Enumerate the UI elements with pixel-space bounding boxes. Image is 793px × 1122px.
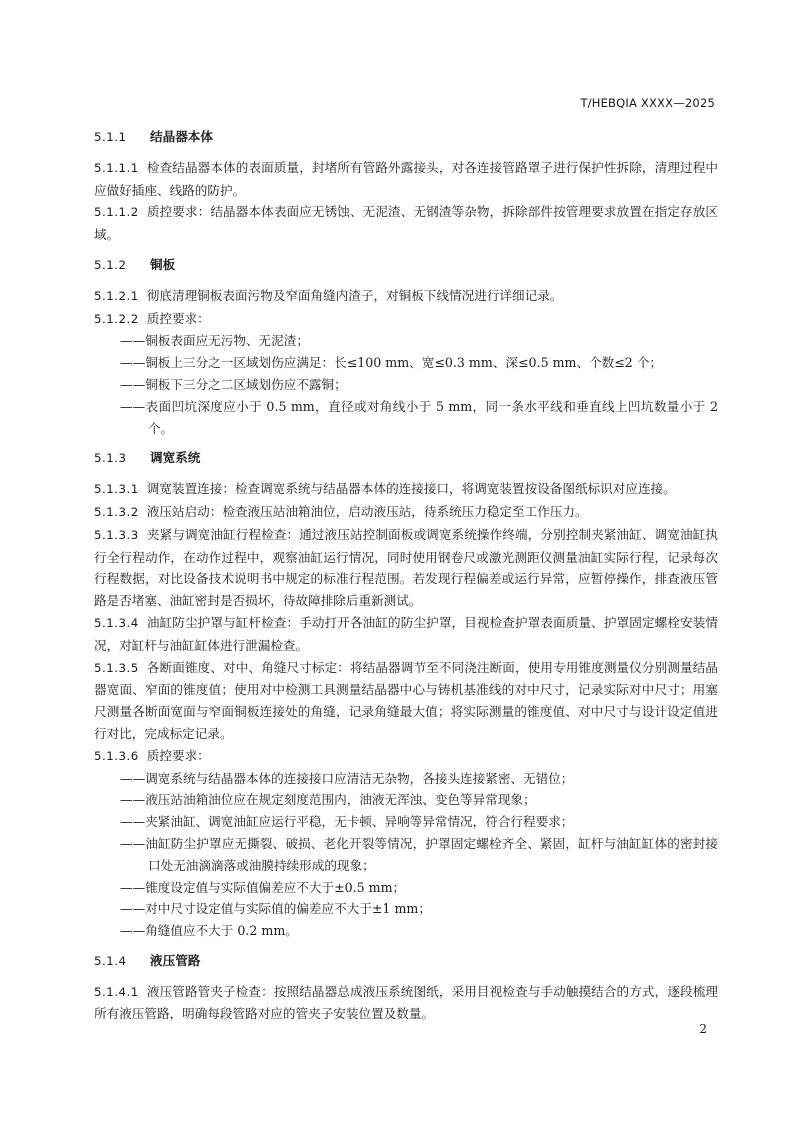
clause-number: 5.1.1.1: [94, 160, 139, 175]
clause-text: 调宽装置连接：检查调宽系统与结晶器本体的连接接口，将调宽装置按设备图纸标识对应连接。: [146, 481, 676, 497]
clause-text: 检查结晶器本体的表面质量，封堵所有管路外露接头，对各连接管路罩子进行保护性拆除，清理过程中应做好插座、线路的防护。: [94, 159, 718, 198]
section-heading-5-1-1: [94, 126, 718, 149]
requirement-item: ——夹紧油缸、调宽油缸应运行平稳，无卡顿、异响等异常情况，符合行程要求；: [120, 814, 574, 830]
clause-number: 5.1.3.6: [94, 748, 139, 763]
clause-text: 质控要求：: [146, 747, 210, 763]
clause-text: 液压管路管夹子检查：按照结晶器总成液压系统图纸，采用目视检查与手动触摸结合的方式，逐段梳理所有液压管路，明确每段管路对应的管夹子安装位置及数量。: [94, 983, 718, 1022]
page-number: 2: [699, 1022, 707, 1036]
clause-5-1-3-5: [94, 657, 718, 745]
clause-number: 5.1.2.2: [94, 311, 139, 326]
clause-5-1-3-3: [94, 524, 718, 612]
section-title: 调宽系统: [150, 450, 201, 466]
clause-text: 质控要求：: [146, 310, 210, 326]
requirement-item: ——液压站油箱油位应在规定刻度范围内，油液无浑浊、变色等异常现象；: [120, 792, 536, 808]
requirement-item: ——铜板下三分之二区域划伤应不露铜；: [120, 376, 347, 392]
clause-5-1-1-1: [94, 157, 718, 202]
clause-text: 各断面锥度、对中、角缝尺寸标定：将结晶器调节至不同浇注断面，使用专用锥度测量仪分别测量结晶器宽面、窄面的锥度值；使用对中检测工具测量结晶器中心与铸机基准线的对中尺寸，记录实际对中尺寸；用塞尺测量各断面宽面与窄面铜板连接处的角缝，记录角缝最大值；将实际测量的锥度值、对中尺寸与设计设定值进行对比，完成标定记录。: [94, 659, 718, 741]
clause-5-1-3-6: [94, 745, 718, 768]
clause-number: 5.1.1.2: [94, 205, 139, 220]
section-number: 5.1.4: [94, 953, 127, 968]
clause-5-1-1-2: [94, 201, 718, 246]
section-title: 结晶器本体: [150, 129, 213, 144]
requirement-item: ——表面凹坑深度应小于 0.5 mm，直径或对角线小于 5 mm，同一条水平线和垂直线上凹坑数量小于 2 个。: [120, 398, 718, 436]
clause-5-1-2-1: [94, 285, 718, 308]
clause-5-1-4-1: [94, 981, 718, 1026]
clause-number: 5.1.3.2: [94, 504, 139, 519]
section-heading-5-1-3: [94, 447, 718, 470]
clause-number: 5.1.2.1: [94, 288, 139, 303]
clause-number: 5.1.3.1: [94, 482, 139, 497]
clause-text: 液压站启动：检查液压站油箱油位，启动液压站，待系统压力稳定至工作压力。: [146, 503, 588, 519]
requirement-item: ——角缝值应不大于 0.2 mm。: [120, 923, 298, 939]
requirement-item: ——调宽系统与结晶器本体的连接接口应清洁无杂物，各接头连接紧密、无错位；: [120, 770, 574, 786]
standard-code: T/HEBQIA XXXX—2025: [580, 96, 715, 110]
clause-5-1-3-1: [94, 478, 718, 501]
clause-5-1-2-2: [94, 308, 718, 331]
section-number: 5.1.2: [94, 257, 127, 272]
requirement-item: ——铜板上三分之一区域划伤应满足：长≤100 mm、宽≤0.3 mm、深≤0.5 mm、个数≤2 个；: [120, 355, 663, 371]
clause-text: 质控要求：结晶器本体表面应无锈蚀、无泥渣、无钢渣等杂物，拆除部件按管理要求放置在指定存放区域。: [94, 204, 718, 243]
clause-number: 5.1.3.3: [94, 527, 139, 542]
requirement-item: ——铜板表面应无污物、无泥渣；: [120, 333, 309, 349]
section-heading-5-1-2: [94, 254, 718, 277]
section-heading-5-1-4: [94, 950, 718, 973]
section-title: 铜板: [150, 256, 176, 272]
section-number: 5.1.3: [94, 451, 127, 466]
clause-number: 5.1.3.4: [94, 615, 139, 630]
section-title: 液压管路: [150, 952, 201, 968]
section-number: 5.1.1: [94, 130, 127, 144]
clause-number: 5.1.3.5: [94, 660, 139, 675]
clause-text: 油缸防尘护罩与缸杆检查：手动打开各油缸的防尘护罩，目视检查护罩表面质量、护罩固定螺栓安装情况，对缸杆与油缸缸体进行泄漏检查。: [94, 614, 718, 653]
clause-5-1-3-4: [94, 612, 718, 657]
requirement-item: ——对中尺寸设定值与实际值的偏差应不大于±1 mm；: [120, 901, 431, 917]
clause-text: 夹紧与调宽油缸行程检查：通过液压站控制面板或调宽系统操作终端，分别控制夹紧油缸、调宽油缸执行全行程动作，在动作过程中，观察油缸运行情况，同时使用钢卷尺或激光测距仪测量油缸实际行程，记录每次行程数据，对比设备技术说明书中规定的标准行程范围。若发现行程偏差或运行异常，应暂停操作，排查液压管路是否堵塞、油缸密封是否损坏，待故障排除后重新测试。: [94, 526, 718, 609]
document-body: [94, 126, 718, 1025]
clause-number: 5.1.4.1: [94, 984, 139, 999]
clause-text: 彻底清理铜板表面污物及窄面角缝内渣子，对铜板下线情况进行详细记录。: [146, 287, 563, 303]
clause-5-1-3-2: [94, 501, 718, 524]
requirement-item: ——油缸防尘护罩应无撕裂、破损、老化开裂等情况，护罩固定螺栓齐全、紧固，缸杆与油缸缸体的密封接口处无油滴滴落或油膜持续形成的现象；: [120, 835, 718, 873]
requirement-item: ——锥度设定值与实际值偏差应不大于±0.5 mm；: [120, 879, 406, 895]
